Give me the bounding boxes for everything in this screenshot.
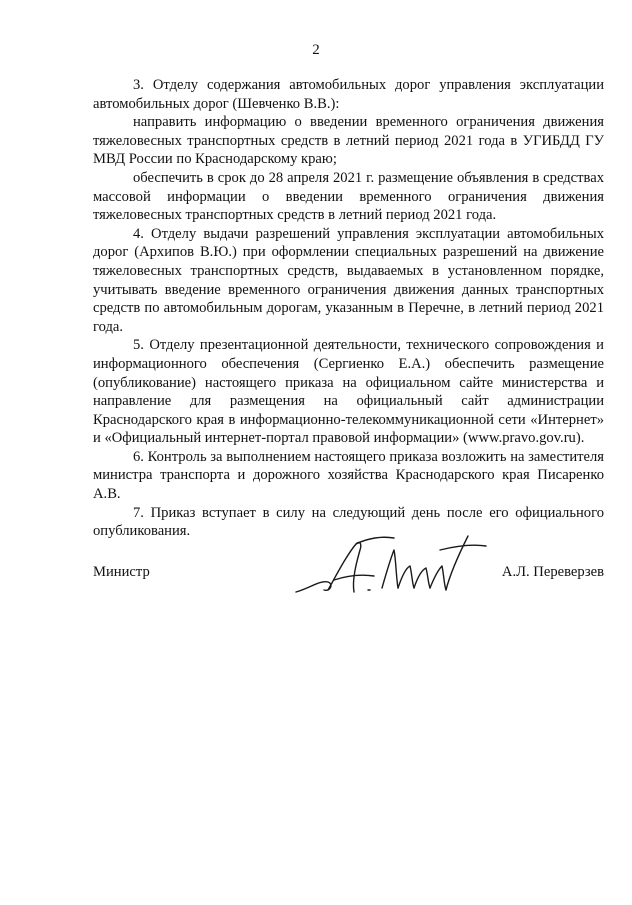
paragraph-6: 6. Контроль за выполнением настоящего приказа возложить на заместителя министра транспорта и дорожного хозяйства Краснодарского края Писаренко А.В. bbox=[93, 448, 604, 503]
paragraph-5: 5. Отделу презентационной деятельности, технического сопровождения и информационного обеспечения (Сергиенко Е.А.) обеспечить размещение (опубликование) настоящего приказа на официальном сайте министерства и направление для размещения на официальный сайт администрации Краснодарского края в информационно-телекоммуникационной сети «Интернет» и «Официальный интернет-портал правовой информации» (www.pravo.gov.ru). bbox=[93, 337, 604, 447]
paragraph-3-item-2: обеспечить в срок до 28 апреля 2021 г. размещение объявления в средствах массовой информации о введении временного ограничения движения тяжеловесных транспортных средств в летний период 2021 года. bbox=[93, 169, 604, 224]
signatory-position: Министр bbox=[93, 564, 150, 580]
paragraph-4: 4. Отделу выдачи разрешений управления эксплуатации автомобильных дорог (Архипов В.Ю.) при оформлении специальных разрешений на движение тяжеловесных транспортных средств, выдаваемых в установленном порядке, учитывать введение временного ограничения движения данных транспортных средств по автомобильным дорогам, указанным в Перечне, в летний период 2021 года. bbox=[93, 225, 604, 335]
page-number: 2 bbox=[312, 42, 320, 58]
signatory-name: А.Л. Переверзев bbox=[501, 564, 604, 580]
paragraph-7: 7. Приказ вступает в силу на следующий день после его официального опубликования. bbox=[93, 504, 604, 540]
paragraph-3-item-1: направить информацию о введении временного ограничения движения тяжеловесных транспортных средств в летний период 2021 года в УГИБДД ГУ МВД России по Краснодарскому краю; bbox=[93, 114, 604, 168]
handwritten-signature bbox=[290, 530, 490, 610]
paragraph-3: 3. Отделу содержания автомобильных дорог управления эксплуатации автомобильных дорог (Шевченко В.В.): bbox=[93, 77, 604, 112]
document-body bbox=[93, 76, 604, 541]
